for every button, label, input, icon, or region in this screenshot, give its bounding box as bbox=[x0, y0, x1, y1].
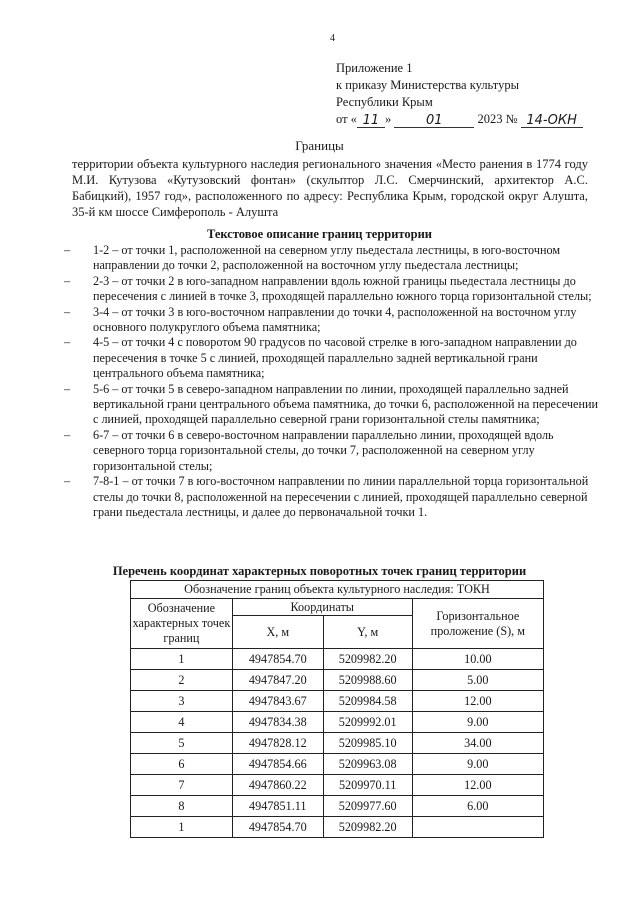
appendix-header bbox=[336, 60, 583, 128]
document-title: Границы bbox=[295, 138, 344, 153]
list-item: – 2-3 – от точки 2 в юго-западном направлении вдоль южной границы пьедестала лестницы до пересечения с линией в точке 3, проходящей параллельно южного торца горизонтальной стелы; bbox=[64, 273, 592, 304]
table-row: 2 4947847.20 5209988.60 5.00 bbox=[131, 670, 544, 691]
date-year: 2023 № bbox=[477, 112, 518, 126]
appendix-line-3: Республики Крым bbox=[336, 95, 433, 109]
list-item: – 3-4 – от точки 3 в юго-восточном направлении до точки 4, расположенной на восточном углу основного полукруглого объема памятника; bbox=[64, 304, 577, 335]
appendix-line-2: к приказу Министерства культуры bbox=[336, 78, 519, 92]
table-row: 8 4947851.11 5209977.60 6.00 bbox=[131, 796, 544, 817]
table-row: 3 4947843.67 5209984.58 12.00 bbox=[131, 691, 544, 712]
header-point: Обозначение характерных точек границ bbox=[131, 599, 233, 649]
list-item: – 4-5 – от точки 4 с поворотом 90 градусов по часовой стрелке в юго-западном направлении до пересечения в точке 5 с линией, проходящей параллельно задней вертикальной грани центрального объема памятника; bbox=[64, 335, 577, 381]
coordinates-heading: Перечень координат характерных поворотных точек границ территории bbox=[112, 564, 527, 578]
page-number: 4 bbox=[330, 33, 335, 44]
list-item: – 6-7 – от точки 6 в северо-восточном направлении параллельно линии, проходящей вдоль северного торца горизонтальной стелы, до точки 7, расположенной на северном углу горизонтальной стелы; bbox=[64, 427, 554, 473]
list-item: – 7-8-1 – от точки 7 в юго-восточном направлении по линии параллельной торца горизонтальной стелы до точки 8, расположенной на пересечении с линией, проходящей параллельно северной грани пьедестала лестницы, и далее до первоначальной точки 1. bbox=[64, 474, 589, 519]
list-item: – 1-2 – от точки 1, расположенной на северном углу пьедестала лестницы, в юго-восточном направлении до точки 2, расположенной на восточном углу пьедестала лестницы; bbox=[64, 243, 561, 273]
date-prefix: от « bbox=[336, 112, 357, 126]
order-date-line bbox=[336, 111, 583, 128]
header-distance: Горизонтальное проложение (S), м bbox=[412, 599, 543, 649]
appendix-line-1: Приложение 1 bbox=[336, 61, 413, 75]
list-item: – 5-6 – от точки 5 в северо-западном направлении по линии, проходящей параллельно задней вертикальной грани центрального объема памятника, до точки 6, расположенной на пересечении с линией, проходящей параллельно северной грани горизонтальной стелы памятника; bbox=[64, 381, 599, 427]
table-caption: Обозначение границ объекта культурного наследия: ТОКН bbox=[131, 581, 544, 599]
table-row: 7 4947860.22 5209970.11 12.00 bbox=[131, 775, 544, 796]
header-coordinates: Координаты bbox=[232, 599, 412, 616]
table-row: 4 4947834.38 5209992.01 9.00 bbox=[131, 712, 544, 733]
header-y: Y, м bbox=[323, 616, 412, 649]
coordinates-table bbox=[130, 580, 544, 838]
intro-paragraph: территории объекта культурного наследия регионального значения «Место ранения в 1774 году М.И. Кутузова «Кутузовский фонтан» (скульптор Л.С. Смерчинский, архитектор А.С. Бабицкий), 1957 год», расположенного по адресу: Республика Крым, городской округ Алушта, 35-й км шоссе Симферополь - Алушта bbox=[72, 157, 588, 219]
date-mid: » bbox=[384, 112, 392, 126]
date-month: 01 bbox=[394, 112, 474, 128]
table-row: 1 4947854.70 5209982.20 10.00 bbox=[131, 649, 544, 670]
table-row: 5 4947828.12 5209985.10 34.00 bbox=[131, 733, 544, 754]
description-heading: Текстовое описание границ территории bbox=[206, 227, 433, 241]
table-row: 1 4947854.70 5209982.20 bbox=[131, 817, 544, 838]
date-day: 11 bbox=[357, 112, 385, 128]
table-row: 6 4947854.66 5209963.08 9.00 bbox=[131, 754, 544, 775]
header-x: X, м bbox=[232, 616, 323, 649]
boundary-description-list bbox=[64, 243, 603, 520]
order-number: 14-ОКН bbox=[521, 112, 583, 128]
